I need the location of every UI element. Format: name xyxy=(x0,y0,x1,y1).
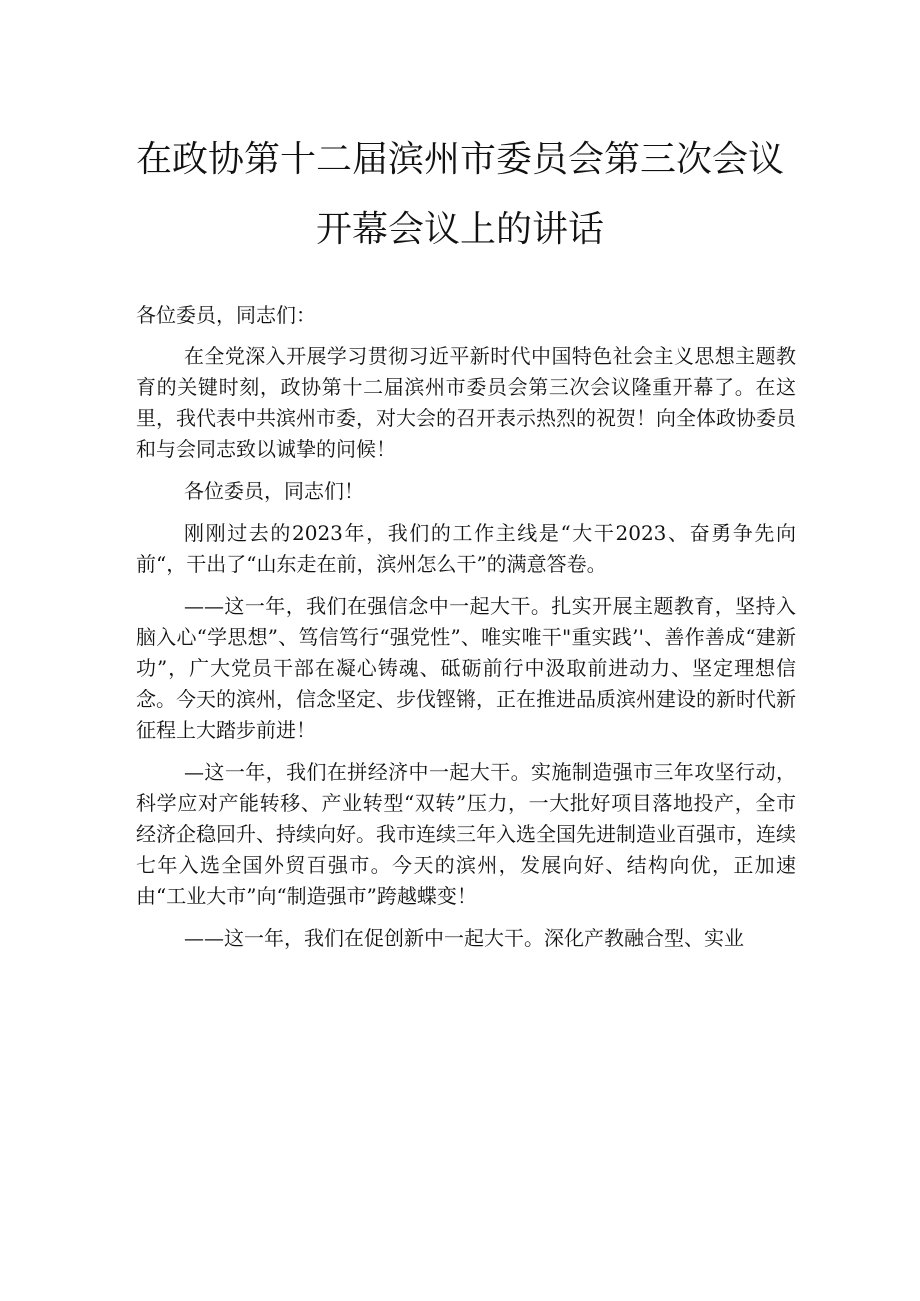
paragraph-innovation: ——这一年，我们在促创新中一起大干。深化产教融合型、实业 xyxy=(184,926,744,950)
salutation: 各位委员，同志们： xyxy=(136,303,316,327)
paragraph-belief: ——这一年，我们在强信念中一起大干。扎实开展主题教育，坚持入脑入心“学思想”、笃信笃行“强党性”、唯实唯干"重实践’'、善作善成“建新功”，广大党员干部在凝心铸魂、砥砺前行中汲取前进动力、坚定理想信念。今天的滨州，信念坚定、步伐铿锵，正在推进品质滨州建设的新时代新征程上大踏步前进！ xyxy=(136,594,796,742)
document-title-line-2: 开幕会议上的讲话 xyxy=(315,209,604,250)
paragraph-economy: —这一年，我们在拼经济中一起大干。实施制造强市三年攻坚行动，科学应对产能转移、产业转型“双转”压力，一大批好项目落地投产，全市经济企稳回升、持续向好。我市连续三年入选全国先进制造业百强市，连续七年入选全国外贸百强市。今天的滨州，发展向好、结构向优，正加速由“工业大市”向“制造强市”跨越蝶变！ xyxy=(136,760,796,908)
paragraph-address: 各位委员，同志们！ xyxy=(184,479,364,503)
document-body xyxy=(136,300,796,965)
paragraph-opening: 在全党深入开展学习贯彻习近平新时代中国特色社会主义思想主题教育的关键时刻，政协第十二届滨州市委员会第三次会议隆重开幕了。在这里，我代表中共滨州市委，对大会的召开表示热烈的祝贺！向全体政协委员和与会同志致以诚挚的问候！ xyxy=(136,344,796,461)
paragraph-2023-review: 刚刚过去的2023年，我们的工作主线是“大干2023、奋勇争先向前“，干出了“山东走在前，滨州怎么干”的满意答卷。 xyxy=(136,521,796,576)
document-title-line-1: 在政协第十二届滨州市委员会第三次会议 xyxy=(135,139,784,180)
